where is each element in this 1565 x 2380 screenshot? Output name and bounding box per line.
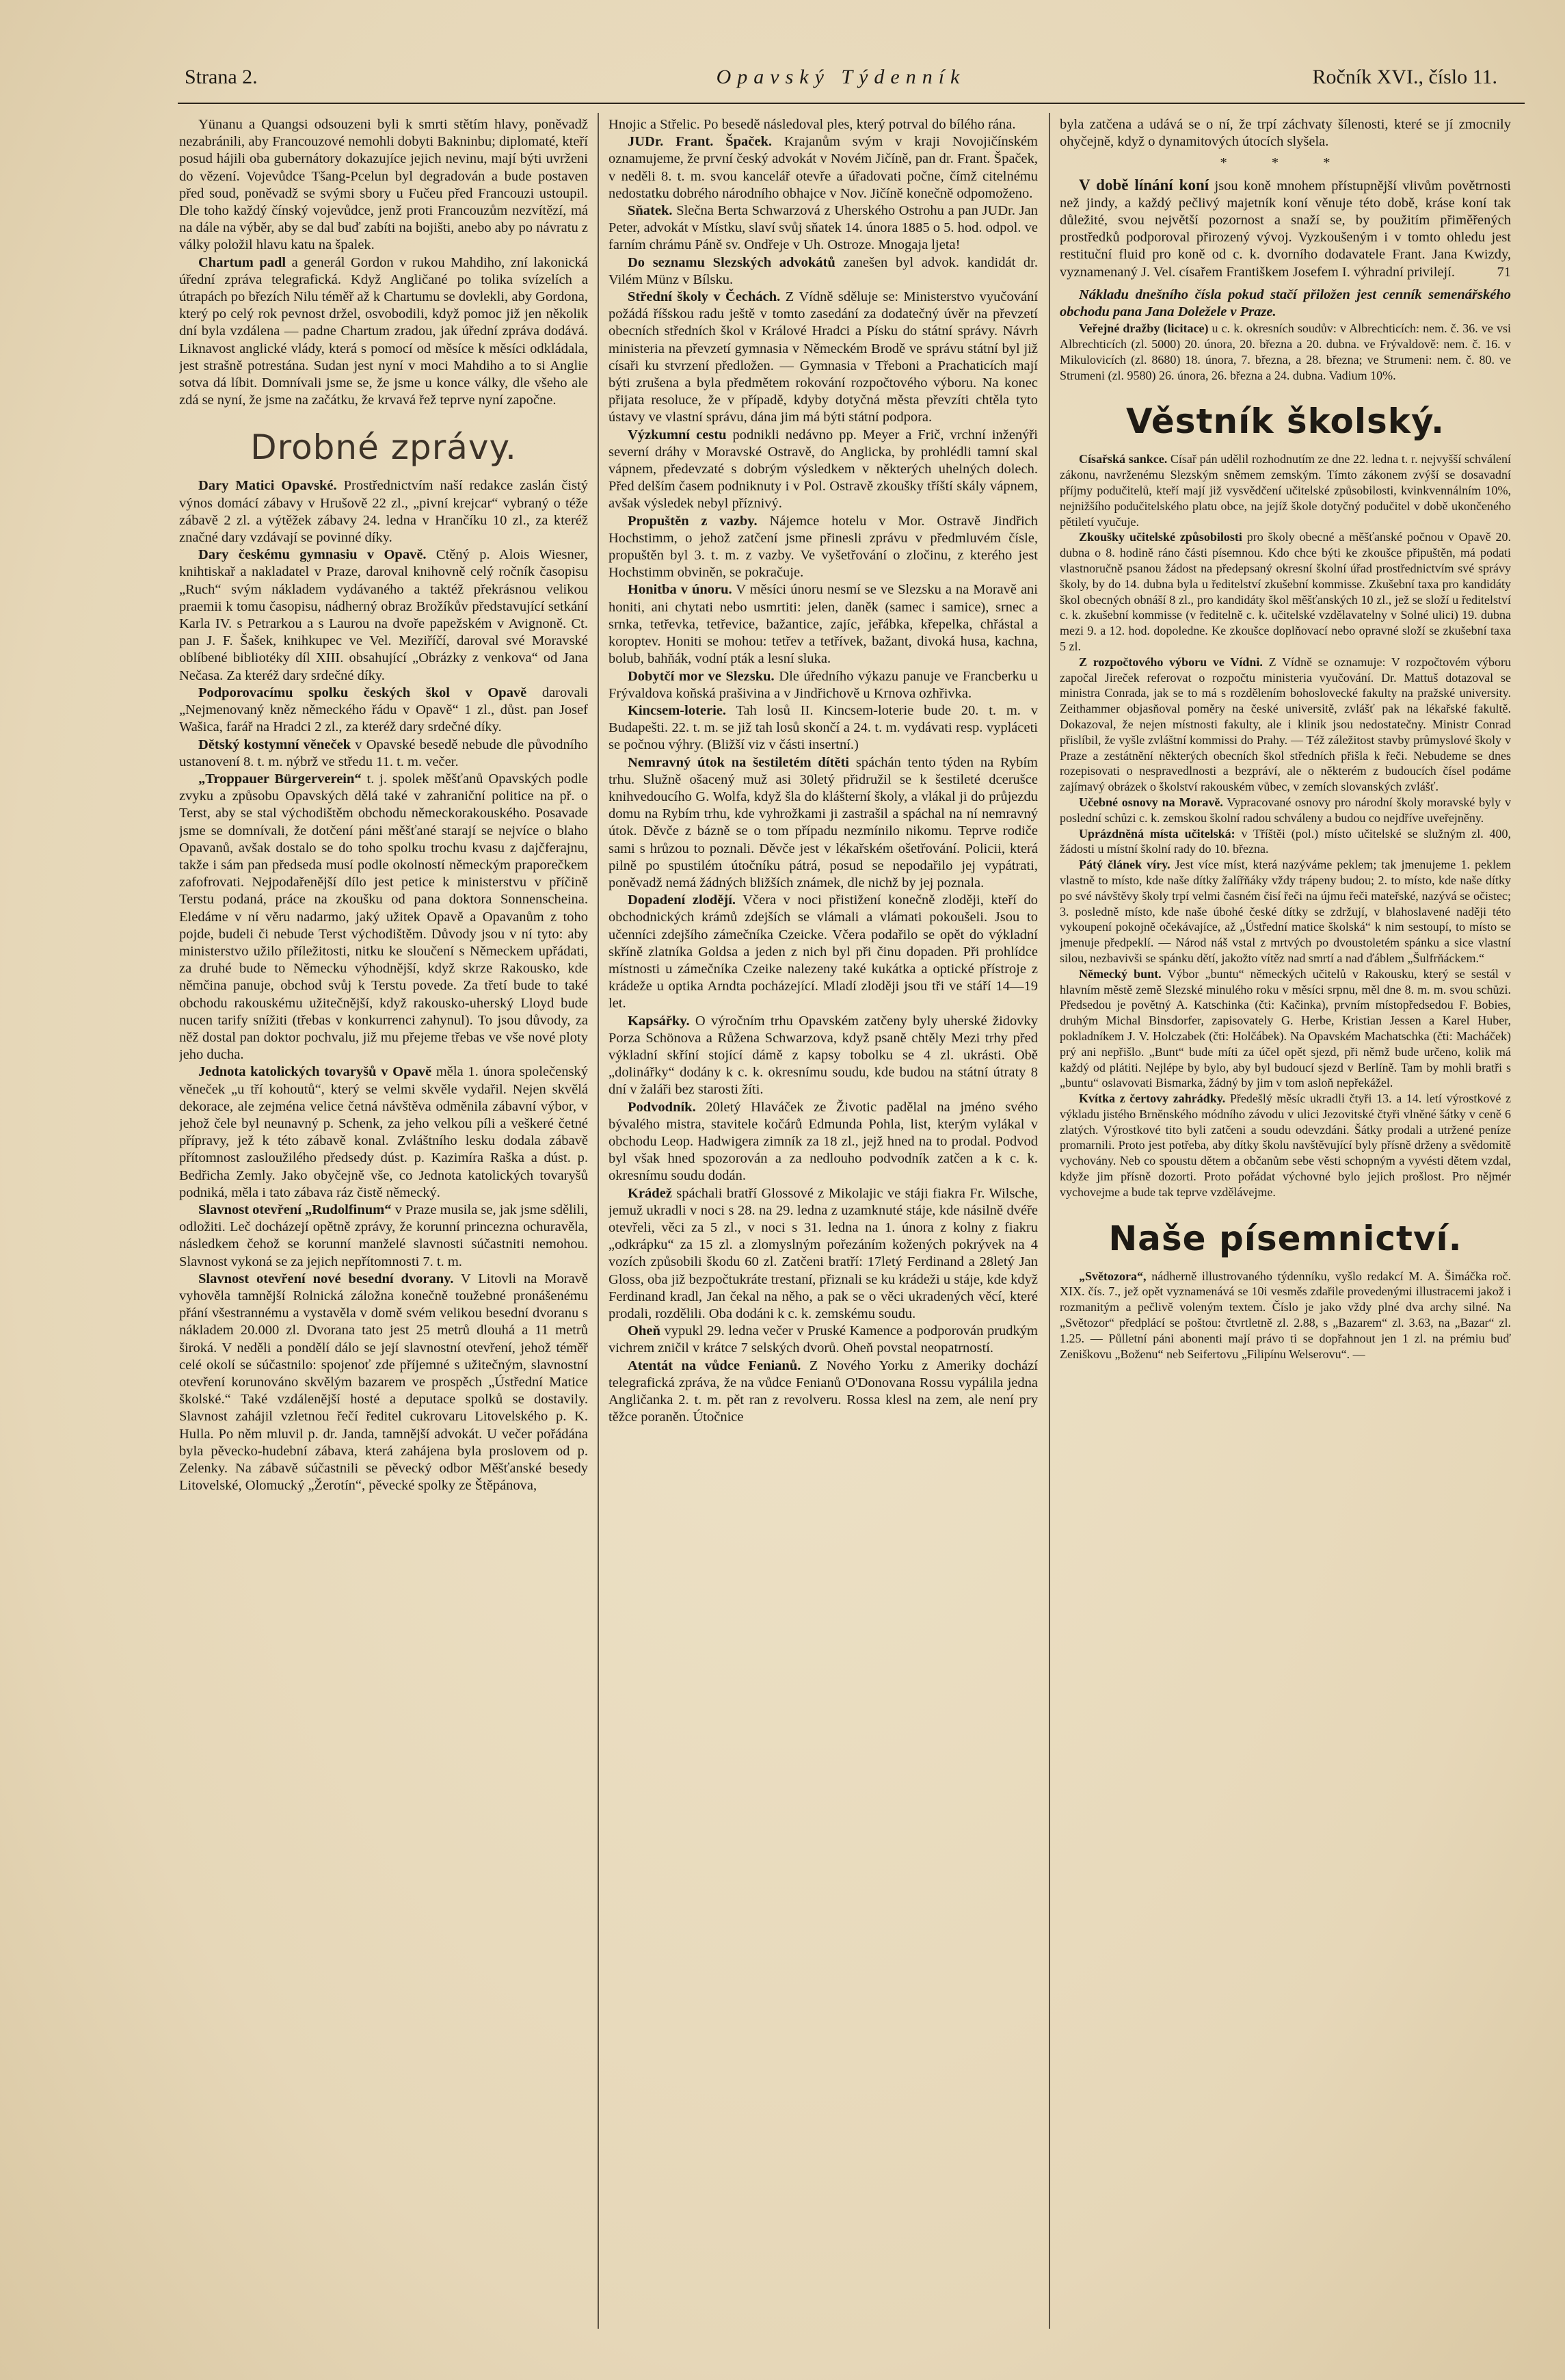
- article-chartum: Chartum padl a generál Gordon v rukou Mahdiho, zní lakonická úřední zpráva telegrafická. Když Angličané po tolika svízelích a útrapách po březích Nilu téměř až k Chartumu se dovlekli, aby Gordona, který po celý rok pevnost držel, osvobodili, když pomoc již jen několik dní byla vzdálena — padne Chartum zradou, jak úřední zpráva dodává. Liknavost anglické vlády, která s pomocí od měsíce k měsíci odkládala, jest strašně potrestána. Sudan jest nyní v moci Mahdiho a to si Anglie sotva dá líbit. Domnívali jsme se, že jsme u konce války, dle všeho ale zdá se nyní, že jsme na začátku, že krvavá řež teprve nyní započne.: [179, 254, 588, 408]
- literature-item: „Světozora“, nádherně illustrovaného týdenníku, vyšlo redakcí M. A. Šimáčka roč. XIX. čís. 7., jež opět vyznamenává se 10i vesměs zdařile provedenými illustracemi jakož i rozmanitým a pečlivě voleným textem. Číslo je jako vždy plné dva archy silné. Na „Světozor“ předplácí se poštou: čtvrtletně zl. 2.88, s „Bazarem“ zl. 3.63, na „Bazar“ zl. 1.25. — Půlletní páni abonenti mají právo ti se dopřahnout jen 1 zl. na prémiu buď Zeniškovu „Boženu“ neb Seifertovu „Filipínu Welserovu“. —: [1060, 1269, 1511, 1361]
- news-item: Propuštěn z vazby. Nájemce hotelu v Mor. Ostravě Jindřich Hochstimm, o jehož zatčení jsme přinesli zprávu v předmluvém čísle, propuštěn byl 3. t. m. z vazby. Ve vyšetřování o zločinu, z kterého jest Hochstimm obviněn, se pokračuje.: [608, 513, 1038, 581]
- news-item: Dobytčí mor ve Slezsku. Dle úředního výkazu panuje ve Francberku u Frývaldova koňská prašivina a v Jindřichově u Krnova ozhřivka.: [608, 668, 1038, 701]
- advertisement: V době línání koní jsou koně mnohem přístupnější vlivům povětrnosti než jindy, a každý pečlivý majetník koní věnuje této době, kráse koní tak důležité, svou největší pozornost a snaží se, by použitím přiměřených prostředků podporoval přirozený vývoj. Vyzkoušeným i v tomto ohledu jest restituční fluid pro koně od c. k. dvorního dodavatele Frant. Jana Kwizdy, vyznamenaný J. Vel. císařem Františkem Josefem I. výhradní privilejí. 71: [1060, 176, 1511, 280]
- news-item: Slavnost otevření „Rudolfinum“ v Praze musila se, jak jsme sdělili, odložiti. Leč docházejí opětně zprávy, že korunní princezna ochuravěla, následkem čehož se korunní manželé slavnosti súčastniti nemohou. Slavnost vykoná se za jejich nepřítomnosti 7. t. m.: [179, 1202, 588, 1269]
- news-item: Nemravný útok na šestiletém dítěti spáchán tento týden na Rybím trhu. Služně ošacený muž asi 30letý přidružil se k šestileté dcerušce knihvedoucího G. Wolfa, když šla do klášterní školy, a vlákal ji do průjezdu domu na Rybím trhu, kde vyhrožkami ji zastrašil a spáchal na ní nemravný útok. Děvče z bázně se o tom případu nezmínilo nikomu. Teprve rodiče sami s hrůzou to poznali. Děvče jest v lékařském ošetřování. Policii, která pilně po spustilém útočníku pátrá, posud se nepodařilo jej vypátrati, poněvadž nemá žádných bližších známek, dle nichž by jej poznala.: [608, 754, 1038, 890]
- news-item: Dětský kostymní věneček v Opavské besedě nebude dle původního ustanovení 8. t. m. nýbrž ve středu 11. t. m. večer.: [179, 737, 588, 769]
- column-3: [1060, 116, 1511, 2325]
- news-item: Kincsem-loterie. Tah losů II. Kincsem-loterie bude 20. t. m. v Budapešti. 22. t. m. se již tah losů skončí a 24. t. m. vydávati resp. vypláceti se počnou výhry. (Bližší viz v části insertní.): [608, 702, 1038, 753]
- auctions-notice: Veřejné dražby (licitace) u c. k. okresních soudův: v Albrechticích: nem. č. 36. ve vsi Albrechticích (zl. 5000) 20. února, 20. března a 20. dubna. ve Frývaldově: nem. č. 16. v Mikulovicích (zl. 8680) 18. února, 7. března, a 28. března; ve Strumeni: nem. č. 80. ve Strumeni (zl. 9580) 26. února, 26. března a 24. dubna. Vadium 10%.: [1060, 321, 1511, 382]
- issue-number: Ročník XVI., číslo 11.: [1312, 66, 1497, 88]
- news-item: Atentát na vůdce Fenianů. Z Nového Yorku z Ameriky dochází telegrafická zpráva, že na vůdce Fenianů O'Donovana Rossu vypálila jedna Angličanka 2. t. m. pět ran z revolveru. Rossa klesl na zem, ale není pry těžce poraněn. Útočnice: [608, 1358, 1038, 1425]
- article-text: byla zatčena a udává se o ní, že trpí záchvaty šílenosti, které se jí zmocnily ohyčejně, když o dynamitových útocích slyšela.: [1060, 117, 1511, 150]
- separator-stars: * * *: [1220, 155, 1351, 171]
- news-item: Podporovacímu spolku českých škol v Opavě darovali „Nejmenovaný kněz německého řádu v Opavě“ 1 zl., důst. pan Josef Wašica, farář na Hradci 2 zl., za kteréž dary srdečné díky.: [179, 685, 588, 735]
- header-rule: [178, 103, 1525, 104]
- news-item: Podvodník. 20letý Hlaváček ze Životic padělal na jméno svého bývalého mistra, stavitele kočárů Edmunda Pohla, list, kterým vylákal v obchodu Leop. Hadwigera zimník za 18 zl., jejž hned na to prodal. Podvod byl však hned spozorován a za nedlouho podvodník zatčen a k c. k. okresnímu soudu dodán.: [608, 1099, 1038, 1184]
- news-item: Jednota katolických tovaryšů v Opavě měla 1. února společenský věneček „u tří kohoutů“, který se velmi skvěle vydařil. Nejen skvělá dekorace, ale zejména velice četná návštěva odměnila zábavní výbor, v jehož čele byl neunavný p. Schenk, za jeho velkou píli a veškeré četné přípravy, jež k této zábavě konal. Zvláštního lesku dodala zábavě přítomnost zasloužilého předsedy dúst. p. Kazimíra Raška a dúst. p. Bedřicha Zemly. Jako obyčejně vše, co Jednota katolických tovaryšů podniká, měla i tato zábava ráz čistě německý.: [179, 1064, 588, 1200]
- news-item: Kapsářky. O výročním trhu Opavském zatčeny byly uherské židovky Porza Schönova a Růžena Schwarzova, když psaně chtěly Mezi trhy před výkladní skříní stojící dámě z kapsy tobolku se 4 zl. ukrásti. Obě „dolinářky“ dodány k c. k. okresnímu soudu, kde budou na státní útraty 8 dní v žaláři bez starosti žíti.: [608, 1013, 1038, 1098]
- article-text: Yünanu a Quangsi odsouzeni byli k smrti stětím hlavy, poněvadž nezabránili, aby Francouzové nemohli dobyti Bakninbu; diplomaté, kteří posud hájili oba gubernátory dokazujíce jejich nevinu, mají býti uvrženi do vězení. Vojevůdce Tšang-Pcelun byl degradován a bude postaven před soud, poněvadž se svými sbory u Fučeu před Francouzi ustoupil. Dle toho každý čínský vojevůdce, jenž proti Francouzům nezvítězí, má na dále na výběr, aby se dal buď zabíti na bojišti, anebo aby po návratu z války položil hlavu katu na špalek.: [179, 117, 588, 253]
- news-item: Dary českému gymnasiu v Opavě. Ctěný p. Alois Wiesner, knihtiskař a nakladatel v Praze, daroval knihovně celý ročník časopisu „Ruch“ svým nákladem vydávaného a taktéž překrásnou velikou praemii k tomu časopisu, nádherný obraz Brožíkův představující setkání Karla IV. s Petrarkou a s Laurou na dvoře papežském v Avignoně. Ct. pan J. F. Šašek, knihkupec ve Vel. Meziříčí, daroval své Moravské oblíbené bibliotéky díl XIII. obsahující „Obrázky z venkova“ od Jana Nečasa. Za kteréž dary srdečné díky.: [179, 547, 588, 683]
- news-item: Dary Matici Opavské. Prostřednictvím naší redakce zaslán čistý výnos domácí zábavy v Hrušově 22 zl., „pivní krejcar“ vybraný o téže zábavě 2 zl. a výtěžek zábavy 24. ledna v Hrančíku 10 zl., za kteréž značné dary vzdávají se povinné díky.: [179, 478, 588, 546]
- news-item: „Troppauer Bürgerverein“ t. j. spolek měšťanů Opavských podle zvyku a způsobu Opavských dělá také v zahraniční politice na př. o Terst, aby se stal východištěm obchodu německorakouského. Posavade jsme se domnívali, že dotčení páni měšťané starají se nejvíce o blaho Opavanů, avšak dostalo se do toho spolku trochu kvasu z dajčferajnu, takže i sám pan předseda musí podle okolností německým praporečkem zafofrovati. Nejpodařenější dílo jest petice k ministerstvu v příčině Terstu podaná, práce na zkoušku od pana doktora Sonnenscheina. Eledáme v ní věru nadarmo, jaký užitek Opavě a Opavanům z toho pojde, budeli či nebude Terst východištěm. Důvody jsou v ní tyto: aby ministerstvo užilo příležitosti, nitku ke sloučení s Německem upřádati, za druhé bude to Německu výhodnější, když skrze Rakousko, kde němčina panuje, obchod svůj k Terstu povede. Za třetí bude to také obchodu rakouskému užitečnější, když rakousko-uherský Lloyd bude nucen tarify snížiti (třebas v konkurrenci zahynul). To jsou důvody, za něž dostal pan doktor pochvalu, již mu přejeme třebas ve vše nové ploty jeho ducha.: [179, 771, 588, 1063]
- column-1: [179, 116, 588, 2325]
- section-title-drobne-zpravy: Drobné zprávy.: [250, 427, 517, 468]
- page-header: [157, 60, 1525, 101]
- news-item: JUDr. Frant. Špaček. Krajanům svým v kraji Novojičínském oznamujeme, že první český advokát v Novém Jičíně, pan dr. Frant. Špaček, v neděli 8. t. m. svou kancelář otevře a úřadovati počne, čímž citelnému nedostatku dobrého národního obhajce v Nov. Jičíně konečně odpomoženo.: [608, 134, 1038, 201]
- news-item: Slavnost otevření nové besední dvorany. V Litovli na Moravě vyhověla tamnější Rolnická záložna konečně toužebné pronášenému přání všestrannému a vystavěla v domě svém velikou besední dvoranu s nákladem 20.000 zl. Dvorana tato jest 25 metrů dlouhá a 11 metrů široká. V neděli a pondělí dálo se její slavnostní otevření, jehož téměř celé okolí se súčastnilo: spojenoť zde příjemné s užitečným, slavnostní otevření korunováno skvělým bazarem ve prospěch „Ústřední Matice školské.“ Také vzdálenější hosté a deputace spolků se dostavily. Slavnost zahájil vzletnou řečí ředitel cukrovaru Litovelského p. K. Hulla. Po něm mluvil p. dr. Janda, tamnější advokát. U večer pořádána byla pěvecko-hudební zábava, která zahájena byla proslovem od p. Zelenky. Na zábavě súčastnili se pěvecký odbor Měšťanské besedy Litovelské, Olomucký „Žerotín“, pěvecké spolky ze Štěpánova,: [179, 1271, 588, 1494]
- column-divider: [1049, 113, 1050, 2329]
- newspaper-title: Opavský Týdenník: [716, 66, 966, 88]
- page-number: Strana 2.: [185, 66, 258, 88]
- supplement-notice: Nákladu dnešního čísla pokud stačí přiložen jest cenník semenářského obchodu pana Jana Doležele v Praze.: [1060, 287, 1511, 320]
- column-2: [608, 116, 1038, 2325]
- news-item: Střední školy v Čechách. Z Vídně sděluje se: Ministerstvo vyučování požádá říšskou radu ještě v tomto zasedání za dodatečný úvěr na převzetí obecních středních škol v Králové Hradci a Písku do státní správy. Návrh ministeria na převzetí gymnasia v Německém Brodě ve správu státní byl již císaři ku stvrzení předložen. — Gymnasia v Třeboni a Prachaticích mají býti zrušena a byla předmětem rokování rozpočtového výboru. Na konec přijata resoluce, že v případě, kdyby dotyčná města převzíti chtěla tyto ústavy ve vlastní správu, dána jim má býti státní podpora.: [608, 289, 1038, 425]
- news-item: Sňatek. Slečna Berta Schwarzová z Uherského Ostrohu a pan JUDr. Jan Peter, advokát v Místku, slaví svůj sňatek 14. února 1885 o 5. hod. odpol. ve farním chrámu Páně sv. Ondřeje v Uh. Ostroze. Mnogaja ljeta!: [608, 203, 1038, 253]
- article-text: Hnojic a Střelic. Po besedě následoval ples, který potrval do bílého rána.: [608, 117, 1016, 132]
- news-item: Oheň vypukl 29. ledna večer v Pruské Kamence a podporován prudkým vichrem zničil v krátce 7 selských dvorů. Oheň povstal neopatrností.: [608, 1323, 1038, 1356]
- news-item: Krádež spáchali bratří Glossové z Mikolajic ve stáji fiakra Fr. Wilsche, jemuž ukradli v noci s 28. na 29. ledna z uzamknuté stáje, kde násilně dvéře otevřeli, věci za 5 zl., v noci s 31. ledna na 1. února z kolny z fiakru „odkrápku“ za 15 zl. a zlomyslným pořezáním kožených pokrývek na 4 vozích způsobili škodu 60 zl. Zatčeni bratří: 17letý Ferdinand a 28letý Jan Gloss, oba již bezpočtukráte trestaní, přiznali se ku krádeži u stáje, kde když Ferdinand kradl, Jan čekal na něho, a pak se o věci ukradených věcí, které prodali, rozdělili. Oba dodáni k c. k. zemskému soudu.: [608, 1185, 1038, 1322]
- news-item: Výzkumní cestu podnikli nedávno pp. Meyer a Frič, vrchní inženýři severní dráhy v Moravské Ostravě, do Anglicka, by prohlédli tamní skal vápnem, předevzaté s dobrým výsledkem v některých uhelných dolech. Před delším časem podniknuty i v Pol. Ostravě zkoušky tříští skály vápnem, avšak výsledek nebyl příznivý.: [608, 427, 1038, 512]
- section-title-vestnik-skolsky: Věstník školský.: [1125, 401, 1445, 442]
- column-divider: [598, 113, 599, 2329]
- news-item: Do seznamu Slezských advokátů zanešen byl advok. kandidát dr. Vilém Münz v Bílsku.: [608, 254, 1038, 287]
- section-title-nase-pisemnictvi: Naše písemnictví.: [1108, 1218, 1462, 1258]
- news-item: Dopadení zlodějí. Včera v noci přistižení konečně zloději, kteří do obchodnických krámů zdejších se vlámali a vlámati pokoušeli. Jsou to učenníci zdejšího zámečníka Czeicke. Včera podařilo se opět do výkladní skříně zlatníka Goldsa a jeden z nich byl při činu dopaden. Při prohlídce místnosti u zámečníka Czeike nalezeny také kukátka a optické přístroje z krádeže u optika Arndta pocházející. Mladí zloději jsou tři ve stáří 14—19 let.: [608, 892, 1038, 1012]
- news-item: Honitba v únoru. V měsíci únoru nesmí se ve Slezsku a na Moravě ani honiti, ani chytati nebo usmrtiti: jelen, daněk (samec i samice), srnec a srnka, tetřevka, tetřevice, bažantice, zajíc, jeřábka, křepelka, chřástal a koroptev. Honiti se mohou: tetřev a tetřívek, bažant, divoká husa, kachna, bolub, bahňák, vodní pták a lesní sluka.: [608, 582, 1038, 667]
- school-news: Císařská sankce. Císař pán udělil rozhodnutím ze dne 22. ledna t. r. nejvyšší schválení zákonu, navrženému Slezským sněmem zemským. Tímto zákonem zvýší se dosavadní příjmy podučitelů, kteří mají již vysvědčení učitelské způsobilosti, kvinkvennálním 10%, nejnižšího podučitelského platu obce, na jejíž škole dotyčný podučitel v době ukončeného pětiletí vyučuje. Zkoušky učitelské způsobilosti pro školy obecné a měšťanské počnou v Opavě 20. dubna o 8. hodině ráno části písemnou. Kdo chce býti ke zkoušce připuštěn, má podati vlastnoručně psanou žádost na předepsaný okresní školní úřad prostřednictvím své správy školy, by do 14. dubna byla u ředitelství zkušební kommisse. Zkušební taxa pro kandidáty škol obecných obnáší 8 zl., pro kandidáty škol měšťanských 10 zl., jež se složí u ředitelství c. k. zkušební kommisse (v ředitelně c. k. učitelské vzdělavatelny v Solné ulici) 19. dubna mezi 9. a 12. hod. dopoledne. Ke zkoušce doplňovací nebo opravné složí se zkušební taxa 5 zl. Z rozpočtového výboru ve Vídni. Z Vídně se oznamuje: V rozpočtovém výboru započal Jireček referovat o rozpočtu ministeria vyučování. Dr. Mattuš dotazoval se ministra Conrada, jak se to má s rozdělením bohoslovecké fakulty na pražské university. Zeithammer objasňoval poměry na české universitě, zvlášť pak na lékařské fakultě. Dokazoval, že nejen místnosti fakulty, ale i klinik jsou nedostatečny. Ministr Conrad přislíbil, že vyšle zvláštní kommissi do Prahy. — Též záležitost stavby průmyslové školy v Praze a zestátnění některých obecních škol středních přišla k řeči. Nebudeme se dnes rozepisovati o nespravedlnosti a bezpráví, ale o některém z budoucích čísel podáme zajímavý obrázek o školství rakouském vůbec, v zemích slovanských zvlášť. Učebné osnovy na Moravě. Vypracované osnovy pro národní školy moravské byly v poslední schůzi c. k. zemskou školní radou schváleny a budou co nejdříve uveřejněny. Uprázdněná místa učitelská: v Tříštěi (pol.) místo učitelské se služným zl. 400, žádosti u místní školní rady do 10. března. Pátý článek víry. Jest více míst, která nazýváme peklem; tak jmenujeme 1. peklem vlastně to místo, kde naše dítky žalířňáky vždy trápeny budou; 2. to místo, kde naše dítky po své návštěvy školy trpí velmi časném čisí řeči na újmu řeči mateřské, nazývá se očistec; 3. posledně místo, kde naše úbohé české dítky se zdržují, v blahoslavené naději této vykoupení pokojně očekávajíce, až „Ústřední matice školská“ k nim sestoupí, to místo se jmenuje předpeklí. — Národ náš vstal z mrtvých po dvoustoletém spánku a sice vlastní silou, nezbavivši se spánku dětí, jakožto vítěz nad smrtí a nad ďáblem „Šulfrňáckem.“ Německý bunt. Výbor „buntu“ německých učitelů v Rakousku, který se sestál v hlavním městě země Slezské minulého roku v měsíci srpnu, měl dne 8. m. m. svou schůzi. Předsedou je povětný A. Katschinka (čti: Kačinka), prvním místopředsedou F. Bobies, druhým Michal Binsdorfer, zapisovately G. Herbe, Kristian Jessen a Karel Huber, pokladníkem J. V. Holczabek (čti: Holčábek). Na Opavském Machatschka (čti: Macháček) prý ani nepřišlo. „Bunt“ bude míti za účel opět sjezd, při němž bude určeno, kolik má každý od plátiti. Nejlépe by bylo, aby byl budoucí sjezd v Berlíně. Tam by mohli bratři s „buntu“ oslavovati Bismarka, žádný by jim v tom asloň nepřekážel. Kvítka z čertovy zahrádky. Předešlý měsíc ukradli čtyři 13. a 14. letí výrostkové z výkladu jistého Brněnského módního závodu v ulici Jezovitské čtyři vlněné šátky v ceně 6 zlatých. Výrostkové tito byli zatčeni a soudu odevzdáni. Šátky prodali a utržené peníze promarnili. Proto jest potřeba, aby dítky školu navštěvující byly přísně drženy a svědomitě vychovány. Neb co spoustu dětem a občanům sebe věsti schopným a vyvésti dětem vzdal, kdyže jim přísně dozorti. Proto pořádat výchovné bylo jejich prošlost. Pro nějmér vychovejme a bude tak teprve vzdělávejme.: [1060, 452, 1511, 1199]
